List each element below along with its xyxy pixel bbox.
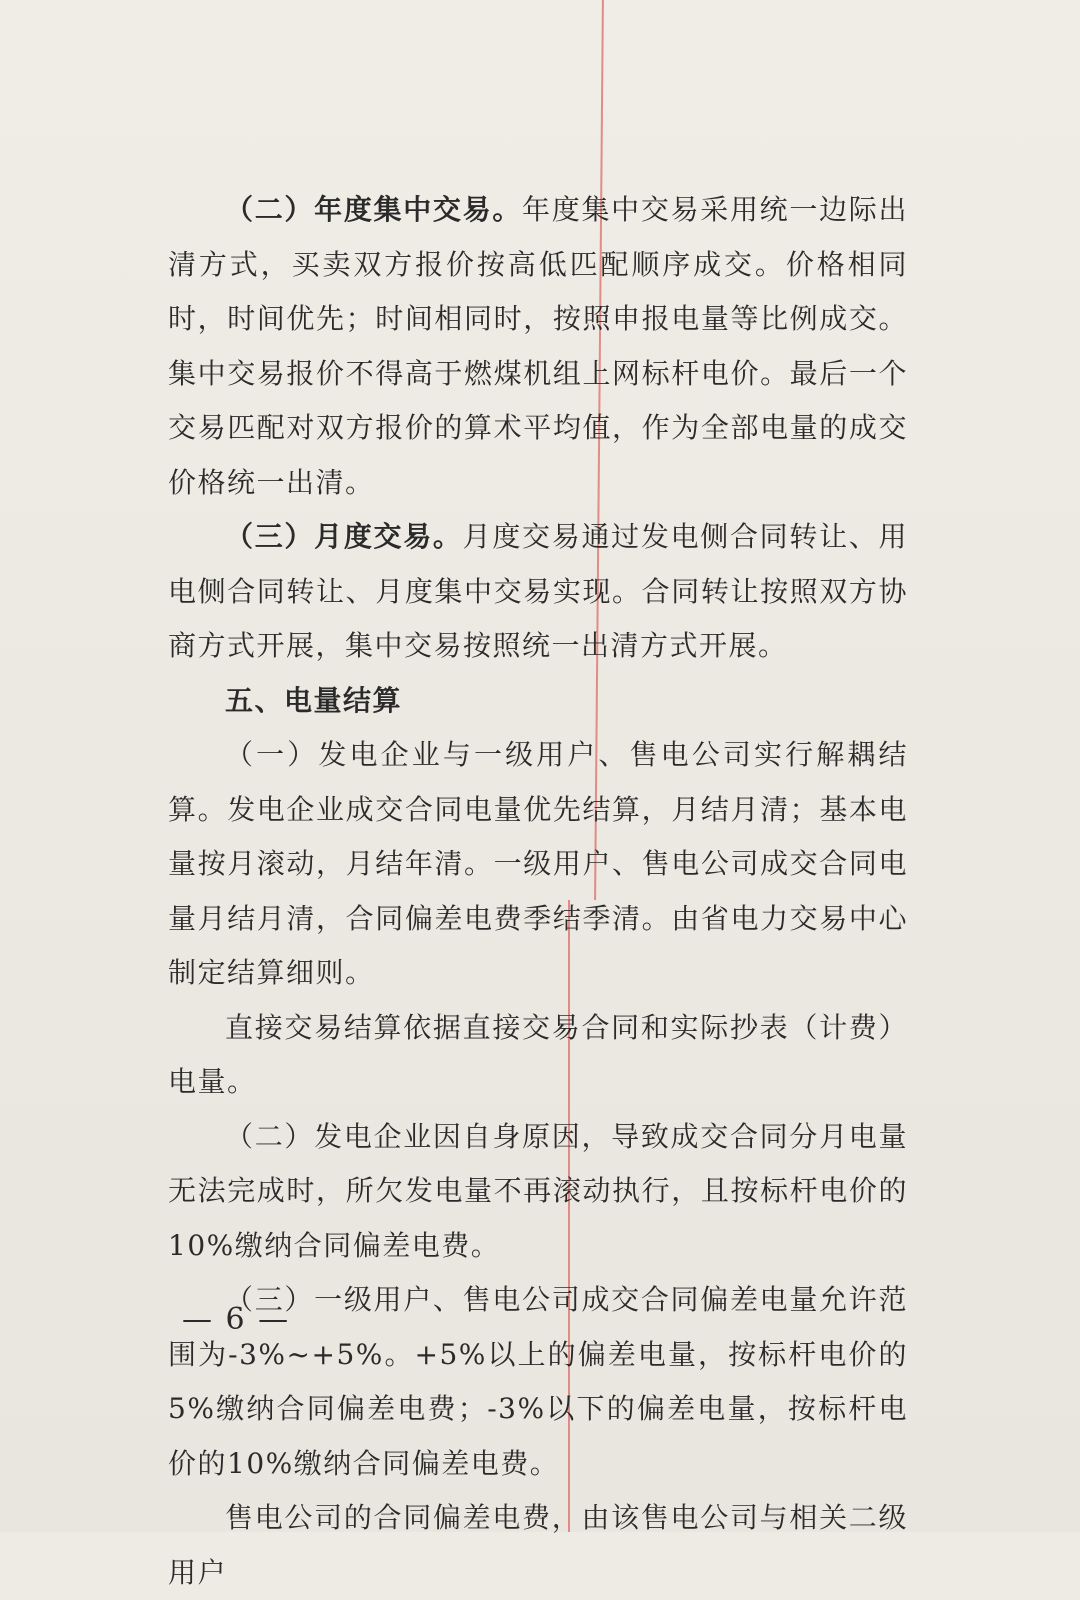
paragraph-text: 年度集中交易采用统一边际出清方式，买卖双方报价按高低匹配顺序成交。价格相同时，时间优先；时间相同时，按照申报电量等比例成交。集中交易报价不得高于燃煤机组上网标杆电价。最后一个交易匹配对双方报价的算术平均值，作为全部电量的成交价格统一出清。 <box>168 193 908 499</box>
document-body <box>168 183 908 1600</box>
paragraph-generator-deviation: （二）发电企业因自身原因，导致成交合同分月电量无法完成时，所欠发电量不再滚动执行，且按标杆电价的10%缴纳合同偏差电费。 <box>168 1119 908 1262</box>
paragraph-annual-centralized-trading <box>168 183 908 510</box>
paragraph-label: （二）年度集中交易。 <box>225 193 523 226</box>
paragraph-settlement-basis: 直接交易结算依据直接交易合同和实际抄表（计费）电量。 <box>168 1010 908 1098</box>
paragraph-retailer-deviation-fee: 售电公司的合同偏差电费，由该售电公司与相关二级用户 <box>168 1501 908 1589</box>
paragraph-decoupled-settlement: （一）发电企业与一级用户、售电公司实行解耦结算。发电企业成交合同电量优先结算，月结月清；基本电量按月滚动，月结年清。一级用户、售电公司成交合同电量月结月清，合同偏差电费季结季清。由省电力交易中心制定结算细则。 <box>168 738 908 989</box>
paragraph-monthly-trading <box>168 510 908 674</box>
page-number: — 6 — <box>182 1302 291 1337</box>
section-heading-settlement: 五、电量结算 <box>225 683 403 717</box>
paragraph-user-deviation-range: （三）一级用户、售电公司成交合同偏差电量允许范围为-3%~+5%。+5%以上的偏差电量，按标杆电价的5%缴纳合同偏差电费；-3%以下的偏差电量，按标杆电价的10%缴纳合同偏差电费。 <box>168 1283 908 1480</box>
paragraph-label: （三）月度交易。 <box>225 520 463 553</box>
paragraph-text: 月度交易通过发电侧合同转让、用电侧合同转让、月度集中交易实现。合同转让按照双方协商方式开展，集中交易按照统一出清方式开展。 <box>168 520 908 662</box>
